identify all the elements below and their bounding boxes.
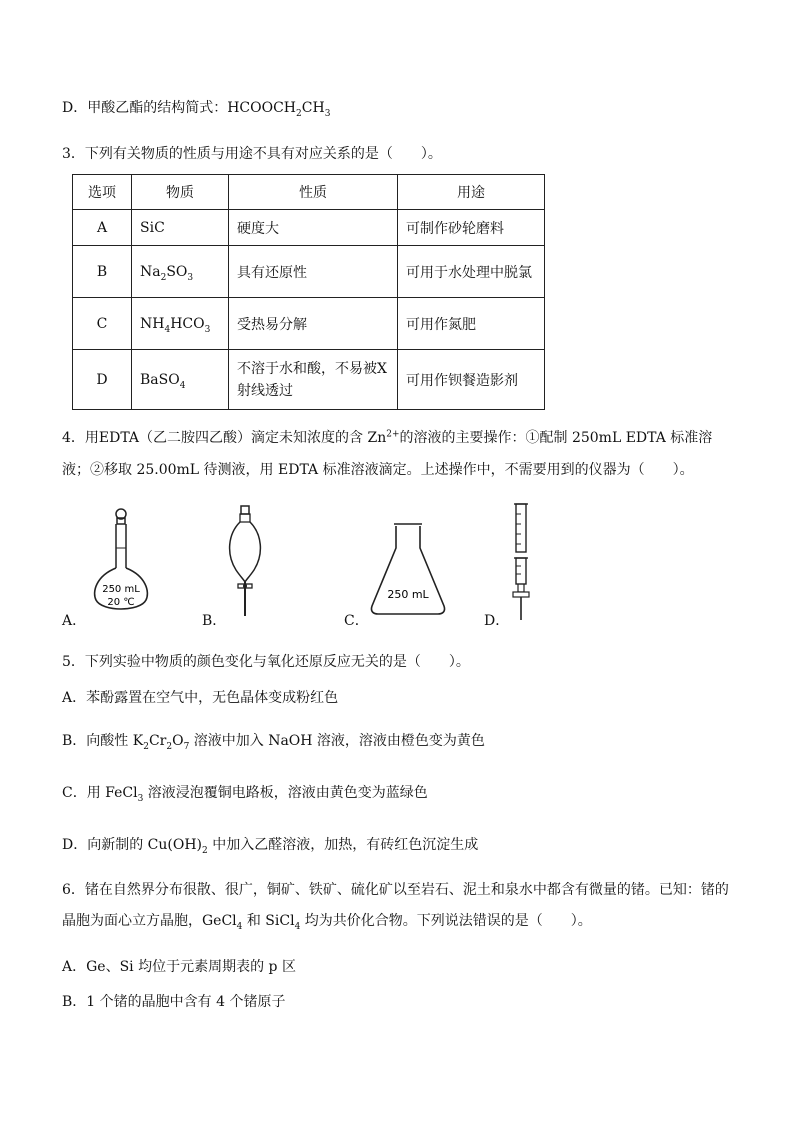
q5-option-b xyxy=(62,731,485,751)
q3-stem: 3．下列有关物质的性质与用途不具有对应关系的是（ ）。 xyxy=(62,146,442,162)
q5-option-d xyxy=(62,835,478,855)
formula-part: NH xyxy=(140,315,165,332)
header-option: 选项 xyxy=(73,175,132,210)
volumetric-flask-icon xyxy=(90,506,152,618)
q6-text: 和 SiCl xyxy=(242,913,295,929)
q5-text: Cr xyxy=(148,733,167,749)
subscript: 4 xyxy=(164,324,171,335)
q3-table xyxy=(72,174,545,410)
table-header-row xyxy=(73,175,545,210)
q5-text: 中加入乙醛溶液，加热，有砖红色沉淀生成 xyxy=(207,837,479,853)
q5-stem: 5．下列实验中物质的颜色变化与氧化还原反应无关的是（ ）。 xyxy=(62,654,470,670)
table-row xyxy=(73,210,545,246)
separatory-funnel-icon xyxy=(222,504,268,620)
row-substance xyxy=(132,246,229,298)
q5-text: C．用 FeCl xyxy=(62,785,138,801)
q2-option-d xyxy=(62,98,330,118)
q4-stem-line2: 液；②移取 25.00mL 待测液，用 EDTA 标准溶液滴定。上述操作中，不需要用到的仪器为（ ）。 xyxy=(62,462,694,478)
table-row xyxy=(73,298,545,350)
subscript: 2 xyxy=(166,741,173,752)
q4-stem-line1 xyxy=(62,428,712,448)
subscript: 3 xyxy=(324,108,331,119)
subscript: 4 xyxy=(294,921,301,932)
subscript: 4 xyxy=(236,921,243,932)
formula-part: BaSO xyxy=(140,371,180,388)
header-property: 性质 xyxy=(229,175,398,210)
q6-option-a: A．Ge、Si 均位于元素周期表的 p 区 xyxy=(62,959,296,975)
subscript: 2 xyxy=(202,845,208,856)
formula-part: SiC xyxy=(140,219,165,236)
row-property: 受热易分解 xyxy=(229,298,398,350)
q5-option-a: A．苯酚露置在空气中，无色晶体变成粉红色 xyxy=(62,690,339,706)
row-use: 可用于水处理中脱氯 xyxy=(398,246,545,298)
row-use: 可用作氮肥 xyxy=(398,298,545,350)
subscript: 2 xyxy=(143,741,149,752)
formula-part: Na xyxy=(140,263,161,280)
conical-capacity-label: 250 mL xyxy=(387,588,429,601)
q5-text: B．向酸性 K xyxy=(62,733,144,749)
table-row xyxy=(73,350,545,410)
q2-d-text: CH xyxy=(301,100,325,116)
subscript: 4 xyxy=(179,380,186,391)
row-substance xyxy=(132,350,229,410)
superscript: 2+ xyxy=(386,429,400,440)
q2-d-text: D．甲酸乙酯的结构简式：HCOOCH xyxy=(62,100,297,116)
row-option: A xyxy=(73,210,132,246)
row-option: C xyxy=(73,298,132,350)
apparatus-c-label: C． xyxy=(344,613,369,629)
q4-text: 的溶液的主要操作：①配制 250mL EDTA 标准溶 xyxy=(399,430,713,446)
apparatus-a-label: A． xyxy=(62,613,87,629)
flask-temperature-label: 20 ℃ xyxy=(107,597,135,608)
q5-text: 溶液浸泡覆铜电路板，溶液由黄色变为蓝绿色 xyxy=(143,785,428,801)
subscript: 3 xyxy=(137,793,144,804)
row-substance xyxy=(132,210,229,246)
subscript: 3 xyxy=(204,324,211,335)
header-substance: 物质 xyxy=(132,175,229,210)
q6-text: 晶胞为面心立方晶胞，GeCl xyxy=(62,913,237,929)
q5-option-c xyxy=(62,783,428,803)
flask-capacity-label: 250 mL xyxy=(102,584,140,595)
row-property: 具有还原性 xyxy=(229,246,398,298)
apparatus-b-label: B． xyxy=(202,613,227,629)
q4-text: 4．用EDTA（乙二胺四乙酸）滴定未知浓度的含 Zn xyxy=(62,430,387,446)
q5-text: O xyxy=(172,733,184,749)
row-use: 可制作砂轮磨料 xyxy=(398,210,545,246)
q6-stem-line2 xyxy=(62,911,592,931)
subscript: 2 xyxy=(296,108,302,119)
apparatus-d-label: D． xyxy=(484,613,510,629)
q6-text: 均为共价化合物。下列说法错误的是（ ）。 xyxy=(300,913,592,929)
row-use: 可用作钡餐造影剂 xyxy=(398,350,545,410)
row-option: D xyxy=(73,350,132,410)
header-use: 用途 xyxy=(398,175,545,210)
conical-flask-icon xyxy=(366,522,450,618)
q5-text: D．向新制的 Cu(OH) xyxy=(62,837,203,853)
formula-part: HCO xyxy=(170,315,205,332)
subscript: 7 xyxy=(183,741,190,752)
q5-text: 溶液中加入 NaOH 溶液，溶液由橙色变为黄色 xyxy=(189,733,485,749)
row-property: 硬度大 xyxy=(229,210,398,246)
q6-option-b: B．1 个锗的晶胞中含有 4 个锗原子 xyxy=(62,994,286,1010)
row-option: B xyxy=(73,246,132,298)
table-row xyxy=(73,246,545,298)
row-substance xyxy=(132,298,229,350)
row-property: 不溶于水和酸，不易被X射线透过 xyxy=(229,350,398,410)
subscript: 2 xyxy=(160,272,167,283)
q6-stem-line1: 6．锗在自然界分布很散、很广，铜矿、铁矿、硫化矿以至岩石、泥土和泉水中都含有微量的锗。已知：锗的 xyxy=(62,882,729,898)
formula-part: SO xyxy=(166,263,188,280)
burette-icon xyxy=(506,500,536,624)
subscript: 3 xyxy=(187,272,194,283)
